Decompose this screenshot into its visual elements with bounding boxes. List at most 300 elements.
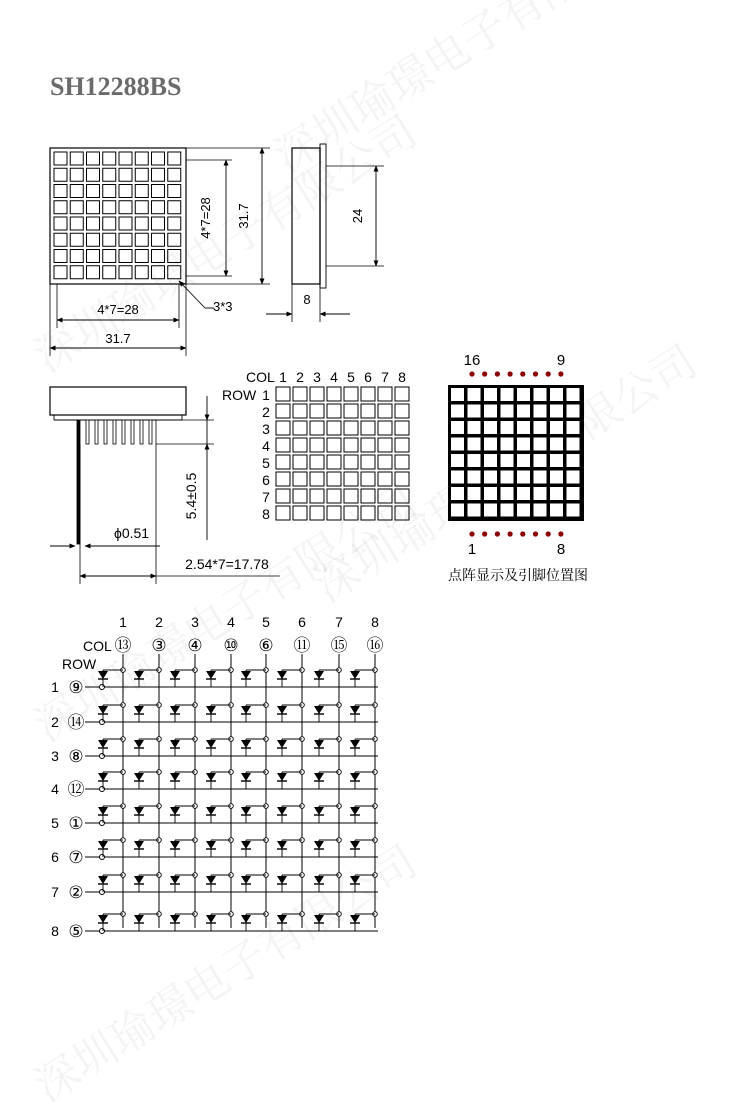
grid-cell: [293, 472, 307, 486]
led-diode: [134, 876, 144, 884]
led-dot: [135, 266, 148, 279]
pin: [122, 420, 125, 444]
led-diode: [314, 841, 324, 849]
junction: [100, 929, 105, 934]
grid-cell: [310, 438, 324, 452]
pinout-cell: [484, 438, 497, 451]
pinout-cell: [517, 405, 530, 418]
led-diode: [206, 915, 216, 923]
pinout-cell: [484, 388, 497, 401]
led-diode: [277, 671, 287, 679]
pinout-cell: [534, 405, 547, 418]
led-dot: [168, 152, 181, 165]
led-dot: [103, 168, 116, 181]
junction: [100, 720, 105, 725]
pin: [113, 420, 116, 444]
grid-row-number: 1: [262, 387, 270, 403]
grid-cell: [361, 421, 375, 435]
pinout-cell: [451, 487, 464, 500]
pinout-cell: [534, 504, 547, 517]
led-dot: [168, 233, 181, 246]
pinout-cell: [550, 405, 563, 418]
led-dot: [70, 185, 83, 198]
led-dot: [119, 152, 132, 165]
pin: [104, 420, 107, 444]
pinout-cell: [501, 487, 514, 500]
grid-cell: [378, 506, 392, 520]
pin-dot: [469, 531, 474, 536]
led-dot: [54, 168, 67, 181]
led-diode: [170, 807, 180, 815]
dot-size-label: 3*3: [213, 299, 233, 314]
junction: [100, 754, 105, 759]
grid-cell: [344, 404, 358, 418]
pinout-cell: [550, 487, 563, 500]
grid-cell: [395, 438, 409, 452]
pinout-cell: [451, 421, 464, 434]
schematic-col-number: 6: [298, 614, 306, 630]
grid-row-label: ROW: [222, 387, 257, 403]
led-dot: [135, 233, 148, 246]
grid-col-number: 2: [296, 369, 304, 385]
pin-dot: [533, 531, 538, 536]
led-diode: [314, 807, 324, 815]
schematic-col-number: 2: [155, 614, 163, 630]
led-dot: [54, 201, 67, 214]
side-depth-label: 8: [303, 292, 311, 307]
led-diode: [241, 773, 251, 781]
led-dot: [168, 201, 181, 214]
led-dot: [119, 217, 132, 230]
pinout-cell: [451, 504, 464, 517]
schematic-col-pin: ⑬: [114, 636, 132, 655]
pin-dot: [558, 371, 563, 376]
led-dot: [119, 168, 132, 181]
pinout-cell: [484, 471, 497, 484]
led-dot: [168, 266, 181, 279]
schematic-col-number: 1: [119, 614, 127, 630]
grid-cell: [293, 506, 307, 520]
grid-cell: [378, 438, 392, 452]
schematic-row-number: 8: [51, 923, 59, 939]
pinout-cell: [451, 454, 464, 467]
led-dot: [70, 201, 83, 214]
grid-cell: [395, 387, 409, 401]
led-diode: [241, 915, 251, 923]
led-dot: [168, 185, 181, 198]
grid-cell: [344, 489, 358, 503]
pinout-cell: [468, 454, 481, 467]
led-dot: [103, 201, 116, 214]
pinout-cell: [567, 438, 580, 451]
led-diode: [314, 671, 324, 679]
pinout-cell: [550, 471, 563, 484]
grid-col-number: 4: [330, 369, 338, 385]
grid-cell: [327, 404, 341, 418]
pinout-cell: [550, 454, 563, 467]
led-diode: [134, 841, 144, 849]
schematic-col-pin: ⑯: [366, 636, 384, 655]
led-dot: [119, 233, 132, 246]
grid-row-number: 7: [262, 489, 270, 505]
grid-col-number: 7: [381, 369, 389, 385]
grid-cell: [310, 421, 324, 435]
led-dot: [87, 266, 100, 279]
led-diode: [206, 773, 216, 781]
led-diode: [314, 740, 324, 748]
grid-cell: [344, 421, 358, 435]
pinout-cell: [517, 504, 530, 517]
led-diode: [350, 876, 360, 884]
led-diode: [277, 706, 287, 714]
led-dot: [87, 250, 100, 263]
led-diode: [170, 876, 180, 884]
led-diode: [241, 807, 251, 815]
grid-cell: [327, 438, 341, 452]
grid-col-number: 3: [313, 369, 321, 385]
pinout-cell: [550, 388, 563, 401]
bottom-body: [50, 387, 186, 415]
pin: [86, 420, 89, 444]
led-dot: [135, 185, 148, 198]
pinout-cell: [468, 421, 481, 434]
led-diode: [241, 671, 251, 679]
led-diode: [98, 807, 108, 815]
grid-cell: [327, 506, 341, 520]
led-dot: [152, 168, 165, 181]
part-number-title: SH12288BS: [50, 72, 182, 101]
pinout-cell: [567, 421, 580, 434]
grid-cell: [378, 489, 392, 503]
led-dot: [54, 185, 67, 198]
grid-col-number: 8: [398, 369, 406, 385]
pin-dot: [558, 531, 563, 536]
grid-cell: [361, 472, 375, 486]
led-dot: [87, 217, 100, 230]
led-dot: [135, 250, 148, 263]
schematic-col-number: 3: [191, 614, 199, 630]
led-diode: [314, 876, 324, 884]
led-dot: [103, 250, 116, 263]
led-diode: [134, 915, 144, 923]
schematic-col-pin: ③: [151, 636, 167, 655]
grid-cell: [327, 472, 341, 486]
pinout-cell: [484, 504, 497, 517]
grid-cell: [327, 489, 341, 503]
led-dot: [135, 152, 148, 165]
led-diode: [170, 706, 180, 714]
led-dot: [70, 217, 83, 230]
pin-dot: [482, 531, 487, 536]
schematic-row-pin: ⑨: [68, 678, 84, 697]
junction: [100, 685, 105, 690]
pin-dot: [508, 531, 513, 536]
led-dot: [152, 266, 165, 279]
led-dot: [87, 152, 100, 165]
led-dot: [87, 233, 100, 246]
schematic-row-pin: ①: [68, 814, 84, 833]
side-body: [292, 148, 320, 284]
led-diode: [98, 915, 108, 923]
grid-cell: [310, 489, 324, 503]
schematic-col-label: COL: [83, 638, 112, 654]
pinout-cell: [468, 471, 481, 484]
led-dot: [168, 168, 181, 181]
grid-cell: [327, 455, 341, 469]
led-diode: [241, 740, 251, 748]
led-dot: [54, 250, 67, 263]
pinout-cell: [517, 421, 530, 434]
schematic-col-number: 8: [371, 614, 379, 630]
pinout-cell: [517, 438, 530, 451]
led-dot: [168, 250, 181, 263]
junction: [100, 890, 105, 895]
grid-cell: [293, 455, 307, 469]
schematic-col-number: 5: [262, 614, 270, 630]
grid-cell: [276, 489, 290, 503]
pin-dot: [495, 371, 500, 376]
led-diode: [277, 773, 287, 781]
numbered-led-grid: [276, 387, 409, 520]
pinout-cell: [451, 388, 464, 401]
grid-cell: [276, 404, 290, 418]
pinout-cell: [468, 438, 481, 451]
grid-col-number: 5: [347, 369, 355, 385]
led-diode: [170, 773, 180, 781]
pinout-cell: [468, 487, 481, 500]
schematic-row-number: 6: [51, 849, 59, 865]
led-matrix-schematic: [85, 654, 378, 934]
grid-cell: [395, 489, 409, 503]
schematic-row-number: 2: [51, 714, 59, 730]
led-diode: [98, 740, 108, 748]
schematic-row-number: 7: [51, 884, 59, 900]
led-diode: [277, 876, 287, 884]
grid-cell: [276, 506, 290, 520]
grid-cell: [327, 421, 341, 435]
led-dot: [70, 266, 83, 279]
pin-dot: [520, 371, 525, 376]
grid-cell: [293, 438, 307, 452]
front-led-grid: [54, 152, 181, 279]
grid-height-label: 4*7=28: [198, 197, 213, 239]
grid-cell: [344, 472, 358, 486]
led-diode: [350, 915, 360, 923]
schematic-row-number: 5: [51, 815, 59, 831]
grid-cell: [293, 387, 307, 401]
grid-cell: [310, 506, 324, 520]
schematic-row-pin: ②: [68, 883, 84, 902]
led-dot: [103, 266, 116, 279]
junction: [100, 821, 105, 826]
grid-cell: [293, 421, 307, 435]
schematic-col-pin: ④: [187, 636, 203, 655]
led-dot: [87, 185, 100, 198]
pin-dot: [482, 371, 487, 376]
grid-cell: [378, 455, 392, 469]
pin-dot: [520, 531, 525, 536]
schematic-row-pin: ⑧: [68, 747, 84, 766]
pinout-cell: [468, 388, 481, 401]
grid-cell: [310, 404, 324, 418]
led-diode: [170, 740, 180, 748]
grid-cell: [276, 387, 290, 401]
led-dot: [70, 152, 83, 165]
pin-label-bottom-left: 1: [467, 541, 477, 558]
led-dot: [135, 217, 148, 230]
led-diode: [98, 841, 108, 849]
pin-dot: [508, 371, 513, 376]
led-diode: [134, 706, 144, 714]
grid-col-label: COL: [246, 369, 275, 385]
grid-cell: [395, 404, 409, 418]
outer-width-label: 31.7: [105, 331, 131, 346]
pinout-cell: [517, 471, 530, 484]
pinout-cell: [567, 487, 580, 500]
led-dot: [152, 217, 165, 230]
grid-cell: [395, 455, 409, 469]
pin-diameter-label: ϕ0.51: [114, 525, 150, 541]
pinout-cell: [567, 454, 580, 467]
led-diode: [170, 841, 180, 849]
junction: [100, 855, 105, 860]
grid-cell: [361, 455, 375, 469]
pinout-cell: [534, 454, 547, 467]
pinout-cell: [550, 421, 563, 434]
led-dot: [152, 152, 165, 165]
pinout-cell: [501, 504, 514, 517]
pinout-cell: [451, 471, 464, 484]
pin-dot: [546, 371, 551, 376]
led-diode: [170, 671, 180, 679]
led-diode: [277, 807, 287, 815]
pinout-cell: [517, 388, 530, 401]
schematic-row-number: 4: [51, 781, 59, 797]
pin: [95, 420, 98, 444]
pin-dot: [533, 371, 538, 376]
led-diode: [241, 706, 251, 714]
schematic-row-pin: ⑭: [67, 713, 85, 732]
led-dot: [119, 201, 132, 214]
grid-cell: [378, 421, 392, 435]
grid-cell: [361, 438, 375, 452]
grid-row-number: 6: [262, 472, 270, 488]
pinout-cell: [501, 421, 514, 434]
led-diode: [277, 841, 287, 849]
pinout-cell: [501, 438, 514, 451]
pinout-cell: [550, 504, 563, 517]
led-diode: [350, 841, 360, 849]
pinout-cell: [484, 405, 497, 418]
led-diode: [98, 876, 108, 884]
pinout-cell: [567, 388, 580, 401]
schematic-col-pin: ⑩: [223, 636, 239, 655]
led-diode: [314, 706, 324, 714]
schematic-col-number: 4: [227, 614, 235, 630]
grid-cell: [344, 455, 358, 469]
grid-cell: [276, 438, 290, 452]
led-dot: [54, 217, 67, 230]
grid-cell: [310, 472, 324, 486]
led-dot: [168, 217, 181, 230]
pin-dot: [495, 531, 500, 536]
led-dot: [54, 266, 67, 279]
pinout-cell: [501, 388, 514, 401]
pinout-cell: [534, 487, 547, 500]
schematic-col-pin: ⑮: [330, 636, 348, 655]
pinout-cell: [468, 504, 481, 517]
grid-cell: [395, 472, 409, 486]
pinout-cell: [501, 471, 514, 484]
pinout-cell: [567, 504, 580, 517]
pinout-cell: [534, 471, 547, 484]
schematic-row-pin: ⑤: [68, 922, 84, 941]
led-diode: [350, 773, 360, 781]
grid-cell: [344, 506, 358, 520]
grid-cell: [378, 404, 392, 418]
long-pin: [77, 420, 80, 544]
grid-cell: [361, 404, 375, 418]
grid-width-label: 4*7=28: [97, 302, 139, 317]
pinout-cell: [501, 405, 514, 418]
side-height-label: 24: [350, 208, 365, 224]
led-diode: [134, 773, 144, 781]
schematic-col-pin: ⑥: [258, 636, 274, 655]
pin-span-label: 2.54*7=17.78: [185, 556, 269, 572]
pin: [131, 420, 134, 444]
led-diode: [350, 671, 360, 679]
grid-row-number: 3: [262, 421, 270, 437]
pinout-cell: [517, 454, 530, 467]
grid-cell: [276, 455, 290, 469]
schematic-row-number: 1: [51, 679, 59, 695]
led-diode: [277, 740, 287, 748]
pinout-cell: [567, 471, 580, 484]
led-dot: [152, 185, 165, 198]
led-diode: [206, 841, 216, 849]
side-view: [266, 144, 384, 322]
led-dot: [119, 266, 132, 279]
pin: [140, 420, 143, 444]
front-view: [50, 148, 270, 356]
led-diode: [134, 671, 144, 679]
led-dot: [152, 250, 165, 263]
led-dot: [70, 233, 83, 246]
led-diode: [241, 841, 251, 849]
led-dot: [135, 168, 148, 181]
pin-dot: [546, 531, 551, 536]
led-dot: [103, 185, 116, 198]
led-dot: [103, 217, 116, 230]
led-dot: [152, 233, 165, 246]
led-dot: [54, 152, 67, 165]
led-dot: [103, 233, 116, 246]
grid-cell: [344, 438, 358, 452]
led-diode: [98, 773, 108, 781]
pinout-cell: [451, 438, 464, 451]
grid-cell: [361, 489, 375, 503]
grid-col-number: 1: [279, 369, 287, 385]
led-diode: [98, 706, 108, 714]
led-diode: [241, 876, 251, 884]
grid-row-number: 2: [262, 404, 270, 420]
led-dot: [135, 201, 148, 214]
led-diode: [134, 807, 144, 815]
pinout-cell: [501, 454, 514, 467]
pinout-cell: [517, 487, 530, 500]
grid-row-number: 4: [262, 438, 270, 454]
grid-cell: [361, 506, 375, 520]
